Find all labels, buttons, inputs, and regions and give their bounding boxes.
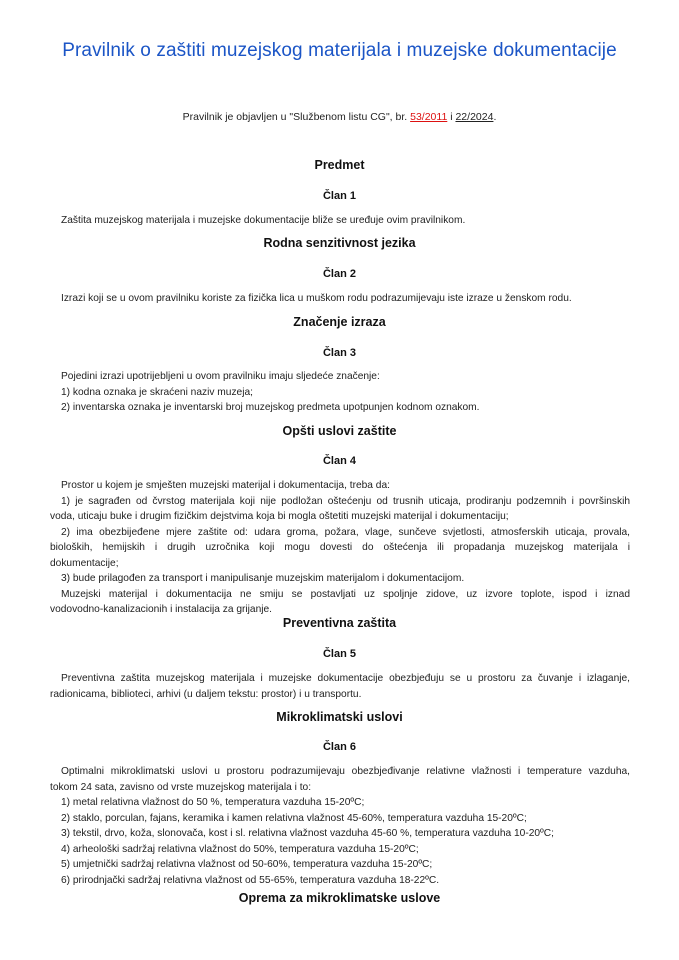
paragraph-line: Izrazi koji se u ovom pravilniku koriste za fizička lica u muškom rodu podrazumijevaju iste izraze u ženskom rodu. <box>61 293 572 304</box>
article-1-paragraph <box>61 213 465 229</box>
publication-prefix: Pravilnik je objavljen u "Službenom listu CG", br. <box>182 111 411 123</box>
paragraph-line: Pojedini izrazi upotrijebljeni u ovom pravilniku imaju sljedeće značenje: <box>61 371 380 382</box>
paragraph-line: Zaštita muzejskog materijala i muzejske dokumentacije bliže se uređuje ovim pravilnikom. <box>61 215 466 226</box>
article-heading-5: Član 5 <box>322 648 356 660</box>
publication-conj: i <box>447 111 456 123</box>
paragraph-line: Preventivna zaštita muzejskog materijala i muzejske dokumentacije obezbjeđuju se u prostoru za čuvanje i izlaganje, <box>61 673 630 684</box>
article-4-paragraph <box>50 478 630 618</box>
article-heading-6: Član 6 <box>322 741 356 753</box>
list-item: 2) ima obezbijeđene mjere zaštite od: udara groma, požara, vlage, sunčeve svjetlosti, atmosferskih uticaja, provala, <box>61 526 630 538</box>
list-item-cont: dokumentacije; <box>50 557 119 569</box>
gazette-link-22-2024[interactable]: 22/2024 <box>455 111 494 123</box>
paragraph-line-cont: vodovodno-kanalizacionih i instalacija za grijanje. <box>50 604 272 615</box>
publication-suffix: . <box>493 111 497 123</box>
list-item: 5) umjetnički sadržaj relativna vlažnost od 50-60%, temperatura vazduha 15-20ºC; <box>61 859 433 870</box>
list-item-cont: bioloških, hemijskih i drugih uzročnika koji mogu dovesti do oštećenja ili propadanja muzejskog materijala i <box>50 542 630 553</box>
gazette-link-53-2011[interactable]: 53/2011 <box>410 111 448 123</box>
list-item: 3) bude prilagođen za transport i manipulisanje muzejskim materijalom i dokumentacijom. <box>61 573 465 584</box>
publication-note <box>0 111 679 123</box>
section-heading-predmet: Predmet <box>314 158 365 172</box>
paragraph-line-cont: tokom 24 sata, zavisno od vrste muzejskog materijala i to: <box>50 781 312 793</box>
list-item: 2) staklo, porculan, fajans, keramika i kamen relativna vlažnost 45-60%, temperatura vazduha 15-20ºC; <box>61 812 527 824</box>
paragraph-line: Prostor u kojem je smješten muzejski materijal i dokumentacija, treba da: <box>61 480 390 491</box>
article-3-paragraph <box>61 369 479 416</box>
section-heading-rodna: Rodna senzitivnost jezika <box>263 236 416 250</box>
document-title: Pravilnik o zaštiti muzejskog materijala i muzejske dokumentacije <box>62 40 617 61</box>
article-heading-3: Član 3 <box>322 347 356 359</box>
article-heading-4: Član 4 <box>322 455 356 467</box>
article-2-paragraph <box>61 291 572 307</box>
list-item: 1) je sagrađen od čvrstog materijala koji nije podložan oštećenju od trusnih uticaja, prodiranju podzemnih i površinskih <box>61 495 630 507</box>
list-item: 2) inventarska oznaka je inventarski broj muzejskog predmeta upotpunjen kodnom oznakom. <box>61 402 480 413</box>
list-item: 1) kodna oznaka je skraćeni naziv muzeja; <box>61 386 253 398</box>
article-heading-2: Član 2 <box>322 268 356 280</box>
paragraph-line: Optimalni mikroklimatski uslovi u prostoru podrazumijevaju obezbjeđivanje relativne vlažnosti i temperature vazduha, <box>61 766 630 777</box>
list-item: 1) metal relativna vlažnost do 50 %, temperatura vazduha 15-20ºC; <box>61 797 365 808</box>
paragraph-line-cont: radionicama, biblioteci, arhivi (u daljem tekstu: prostor) i u transportu. <box>50 688 362 700</box>
section-heading-oprema: Oprema za mikroklimatske uslove <box>238 891 441 905</box>
list-item: 3) tekstil, drvo, koža, slonovača, kost i sl. relativna vlažnost vazduha 45-60 %, temperatura vazduha 10-20ºC; <box>61 828 554 839</box>
article-5-paragraph <box>50 671 630 702</box>
section-heading-mikro: Mikroklimatski uslovi <box>276 710 403 724</box>
section-heading-znacenje: Značenje izraza <box>293 315 386 329</box>
article-heading-1: Član 1 <box>322 190 356 202</box>
list-item: 6) prirodnjački sadržaj relativna vlažnost od 55-65%, temperatura vazduha 18-22ºC. <box>61 874 440 886</box>
list-item: 4) arheološki sadržaj relativna vlažnost do 50%, temperatura vazduha 15-20ºC; <box>61 843 419 855</box>
article-6-paragraph <box>50 764 630 888</box>
section-heading-preventivna: Preventivna zaštita <box>282 616 397 630</box>
list-item-cont: voda, uticaju buke i drugim fizičkim dejstvima koja bi mogla oštetiti muzejski materijal i dokumentaciju; <box>50 511 509 522</box>
section-heading-opsti: Opšti uslovi zaštite <box>282 424 397 438</box>
paragraph-line: Muzejski materijal i dokumentacija ne smiju se postavljati uz spoljnje zidove, uz izvore toplote, ispod i iznad <box>61 588 630 600</box>
